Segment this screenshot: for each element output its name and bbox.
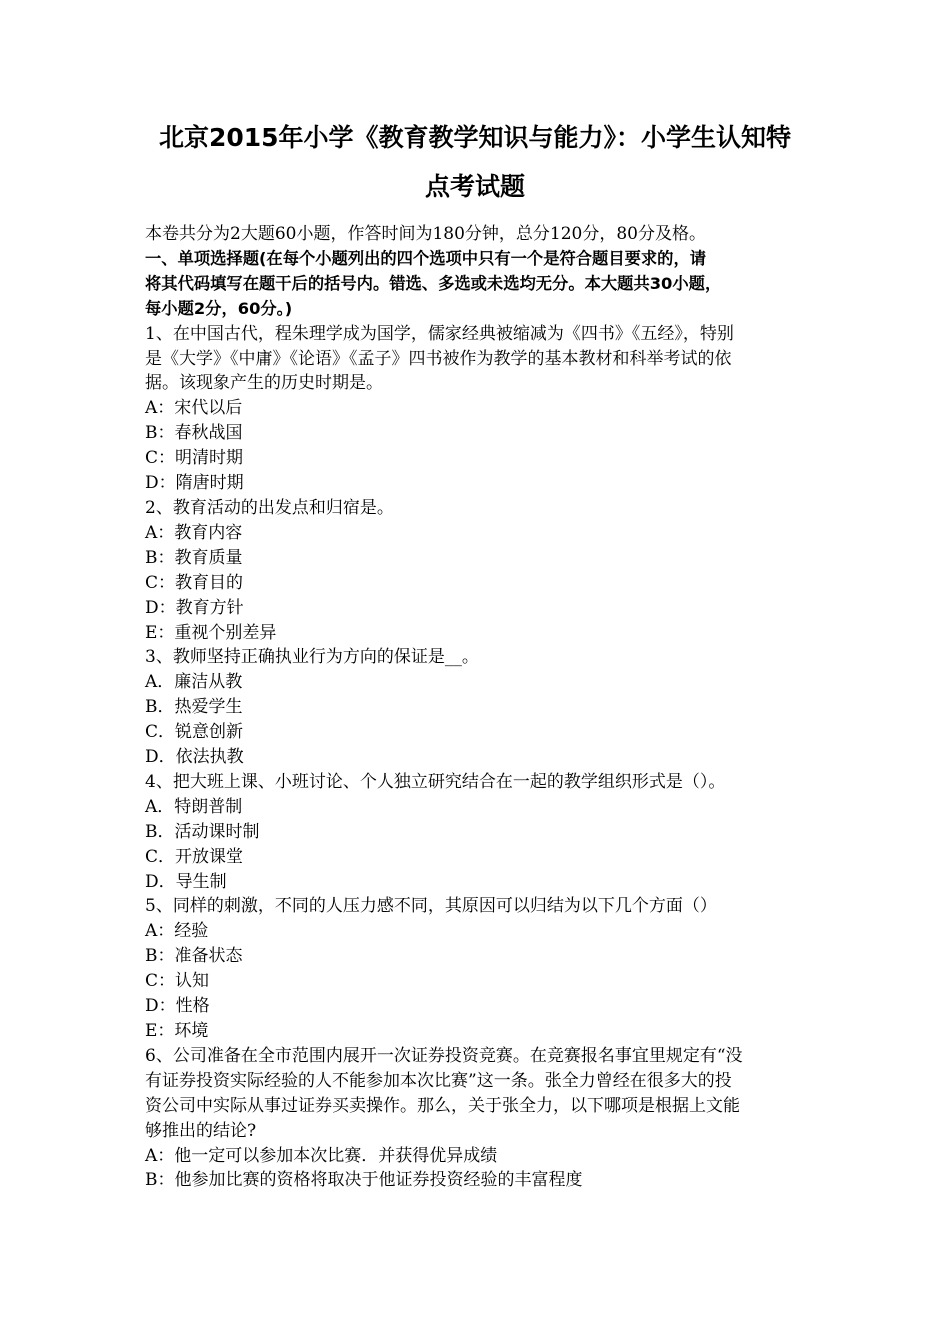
answer-option: C：认知 <box>145 971 210 992</box>
question-stem: 是《大学》《中庸》《论语》《孟子》四书被作为教学的基本教材和科举考试的依 <box>145 348 732 369</box>
answer-option: D：教育方针 <box>145 597 244 618</box>
question-stem: 有证券投资实际经验的人不能参加本次比赛”这一条。张全力曾经在很多大的投 <box>145 1070 732 1091</box>
section-heading-line: 每小题2分，60分。) <box>145 298 293 318</box>
question-stem: 1、在中国古代，程朱理学成为国学，儒家经典被缩减为《四书》《五经》，特别 <box>145 323 734 344</box>
answer-option: A：教育内容 <box>145 522 243 543</box>
question-stem: 4、把大班上课、小班讨论、个人独立研究结合在一起的教学组织形式是（）。 <box>145 771 726 792</box>
section-heading-line: 一、单项选择题(在每个小题列出的四个选项中只有一个是符合题目要求的，请 <box>145 248 707 268</box>
answer-option: A：经验 <box>145 921 209 942</box>
answer-option: D：隋唐时期 <box>145 473 244 494</box>
question-stem: 3、教师坚持正确执业行为方向的保证是__。 <box>145 647 479 668</box>
question-stem: 据。该现象产生的历史时期是。 <box>145 373 383 394</box>
answer-option: C：教育目的 <box>145 572 244 593</box>
page-title-line-1: 北京2015年小学《教育教学知识与能力》：小学生认知特 <box>158 123 792 152</box>
answer-option: E：重视个别差异 <box>145 622 277 643</box>
answer-option: A．廉洁从教 <box>145 672 243 693</box>
page-title-line-2: 点考试题 <box>424 172 525 201</box>
answer-option: B：春秋战国 <box>145 423 243 444</box>
answer-option: E：环境 <box>145 1021 209 1041</box>
document-body <box>145 222 807 1193</box>
question-stem: 5、同样的刺激，不同的人压力感不同，其原因可以归结为以下几个方面（） <box>145 896 717 917</box>
answer-option: B：准备状态 <box>145 946 243 967</box>
answer-option: C：明清时期 <box>145 448 244 469</box>
answer-option: C．开放课堂 <box>145 846 244 867</box>
question-stem: 6、公司准备在全市范围内展开一次证券投资竞赛。在竞赛报名事宜里规定有“没 <box>145 1045 743 1066</box>
answer-option: A：他一定可以参加本次比赛．并获得优异成绩 <box>145 1145 498 1166</box>
answer-option: B：他参加比赛的资格将取决于他证券投资经验的丰富程度 <box>145 1170 583 1191</box>
answer-option: B：教育质量 <box>145 547 243 568</box>
answer-option: A：宋代以后 <box>145 398 243 419</box>
answer-option: C．锐意创新 <box>145 722 244 743</box>
section-heading-line: 将其代码填写在题干后的括号内。错选、多选或未选均无分。本大题共30小题， <box>145 273 722 293</box>
answer-option: D：性格 <box>145 996 210 1017</box>
answer-option: D．依法执教 <box>145 747 244 768</box>
question-stem: 够推出的结论? <box>145 1120 257 1141</box>
answer-option: B．活动课时制 <box>145 821 260 842</box>
answer-option: D．导生制 <box>145 871 227 892</box>
answer-option: A．特朗普制 <box>145 796 243 817</box>
answer-option: B．热爱学生 <box>145 697 243 718</box>
question-stem: 资公司中实际从事过证券买卖操作。那么，关于张全力，以下哪项是根据上文能 <box>145 1095 740 1116</box>
question-stem: 2、教育活动的出发点和归宿是。 <box>145 497 394 518</box>
exam-intro: 本卷共分为2大题60小题，作答时间为180分钟，总分120分，80分及格。 <box>145 224 706 244</box>
